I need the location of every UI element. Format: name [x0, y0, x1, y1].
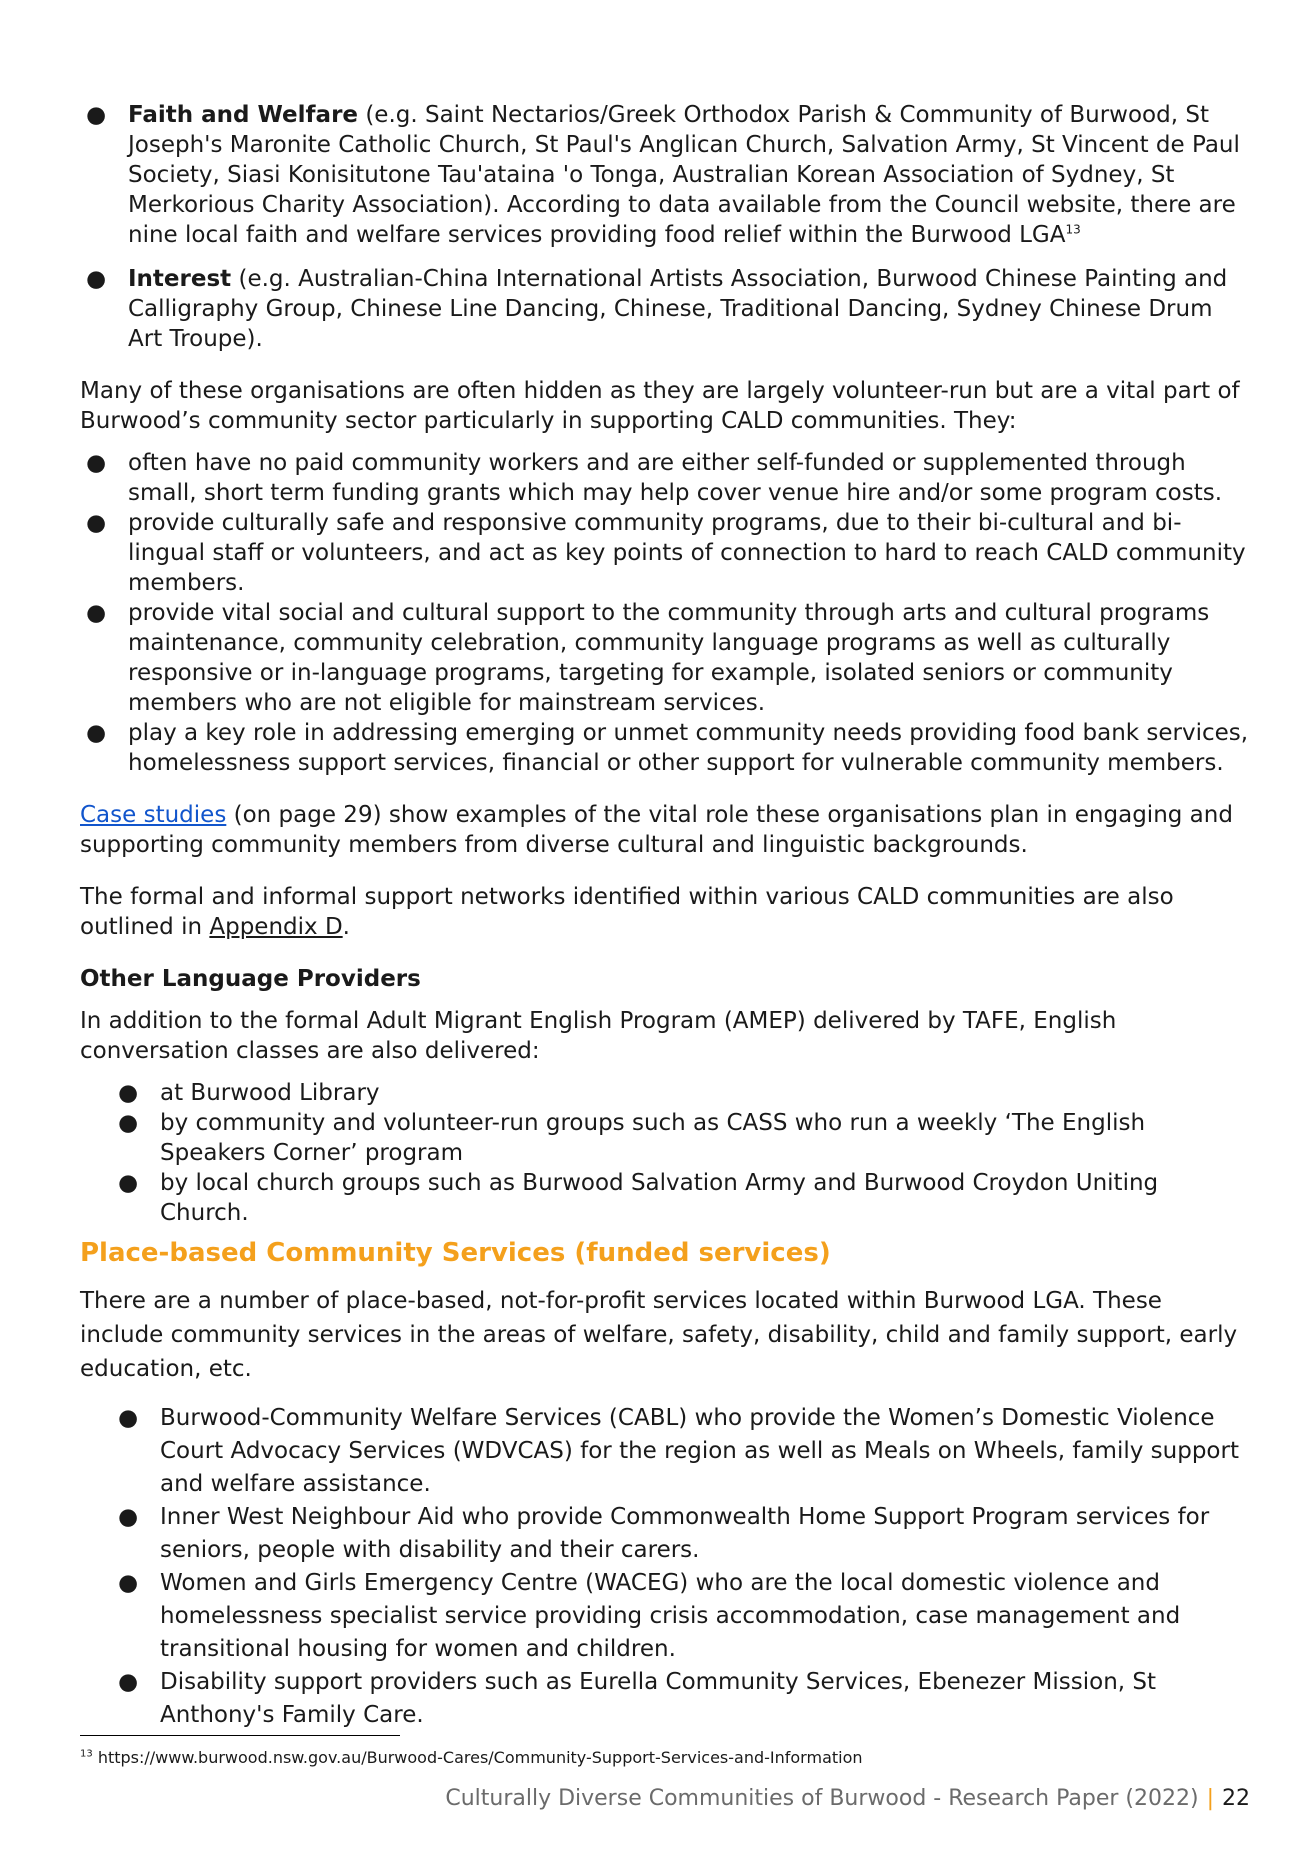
- list-item: [80, 1501, 1250, 1567]
- list-item-text: (e.g. Australian-China International Artists Association, Burwood Chinese Painting and Calligraphy Group, Chinese Line Dancing, Chinese, Traditional Dancing, Sydney Chinese Drum Art Troupe).: [128, 266, 1228, 352]
- footnote: [80, 1748, 863, 1767]
- list-item-text: provide culturally safe and responsive community programs, due to their bi-cultural and bi-lingual staff or volunteers, and act as key points of connection to hard to reach CALD community members.: [128, 510, 1246, 596]
- list-item-text: by local church groups such as Burwood Salvation Army and Burwood Croydon Uniting Church.: [160, 1170, 1159, 1226]
- bullet-icon: ●: [118, 1110, 139, 1136]
- list-item-text: (e.g. Saint Nectarios/Greek Orthodox Parish & Community of Burwood, St Joseph's Maronite Catholic Church, St Paul's Anglican Church, Salvation Army, St Vincent de Paul Society, Siasi Konisitutone Tau'ataina 'o Tonga, Australian Korean Association of Sydney, St Merkorious Charity Association). According to data available from the Council website, there are nine local faith and welfare services providing food relief within the Burwood LGA: [128, 102, 1240, 248]
- section-heading: Other Language Providers: [80, 966, 421, 992]
- they-list: [80, 448, 1250, 778]
- list-item-text: Disability support providers such as Eurella Community Services, Ebenezer Mission, St Anthony's Family Care.: [160, 1669, 1157, 1728]
- list-item: [80, 718, 1250, 778]
- list-item-text: Women and Girls Emergency Centre (WACEG) who are the local domestic violence and homelessness specialist service providing crisis accommodation, case management and transitional housing for women and children.: [160, 1570, 1181, 1662]
- list-item-text: often have no paid community workers and are either self-funded or supplemented through small, short term funding grants which may help cover venue hire and/or some program costs.: [128, 450, 1223, 506]
- list-item-text: play a key role in addressing emerging or unmet community needs providing food bank services, homelessness support services, financial or other support for vulnerable community members.: [128, 720, 1249, 776]
- place-list: [80, 1402, 1250, 1732]
- footer-separator: |: [1206, 1786, 1214, 1811]
- list-item: [80, 1402, 1250, 1501]
- appendix-d-link[interactable]: Appendix D: [209, 914, 343, 940]
- list-item: [80, 100, 1250, 250]
- bullet-icon: ●: [86, 450, 107, 476]
- list-item: [80, 1666, 1250, 1732]
- bullet-icon: ●: [86, 102, 107, 128]
- bullet-icon: ●: [86, 266, 107, 292]
- intro-list: [80, 100, 1250, 354]
- bullet-icon: ●: [118, 1080, 139, 1106]
- list-item-text: provide vital social and cultural support to the community through arts and cultural programs maintenance, community celebration, community language programs as well as culturally responsive or in-language programs, targeting for example, isolated seniors or community members who are not eligible for mainstream services.: [128, 600, 1210, 716]
- list-item: [80, 508, 1250, 598]
- list-item: [80, 448, 1250, 508]
- page-number: 22: [1222, 1786, 1250, 1811]
- list-item-text: Burwood-Community Welfare Services (CABL) who provide the Women’s Domestic Violence Court Advocacy Services (WDVCAS) for the region as well as Meals on Wheels, family support and welfare assistance.: [160, 1405, 1239, 1497]
- document-page: [80, 100, 1250, 1732]
- paragraph-text: (on page 29) show examples of the vital role these organisations plan in engaging and supporting community members from diverse cultural and linguistic backgrounds.: [80, 802, 1233, 858]
- language-list: [80, 1078, 1250, 1228]
- paragraph: There are a number of place-based, not-for-profit services located within Burwood LGA. These include community services in the areas of welfare, safety, disability, child and family support, early education, etc.: [80, 1288, 1238, 1382]
- list-item-heading: Faith and Welfare: [128, 102, 359, 128]
- list-item: [80, 1168, 1250, 1228]
- footnote-url[interactable]: https://www.burwood.nsw.gov.au/Burwood-Cares/Community-Support-Services-and-Information: [92, 1748, 863, 1767]
- footer-title: Culturally Diverse Communities of Burwood - Research Paper (2022): [445, 1786, 1199, 1811]
- list-item: [80, 1567, 1250, 1666]
- list-item: [80, 1108, 1250, 1168]
- case-studies-link[interactable]: Case studies: [80, 802, 227, 828]
- list-item: [80, 264, 1250, 354]
- list-item-text: at Burwood Library: [160, 1080, 380, 1106]
- list-item-text: by community and volunteer-run groups such as CASS who run a weekly ‘The English Speakers Corner’ program: [160, 1110, 1146, 1166]
- bullet-icon: ●: [118, 1405, 139, 1431]
- bullet-icon: ●: [118, 1504, 139, 1530]
- footnote-ref[interactable]: 13: [1065, 222, 1081, 237]
- paragraph: In addition to the formal Adult Migrant English Program (AMEP) delivered by TAFE, English conversation classes are also delivered:: [80, 1008, 1117, 1064]
- list-item: [80, 598, 1250, 718]
- section-heading: Place-based Community Services (funded services): [80, 1238, 831, 1268]
- bullet-icon: ●: [86, 600, 107, 626]
- paragraph-text: .: [342, 914, 350, 940]
- paragraph: [80, 882, 1250, 942]
- paragraph-text: The formal and informal support networks identified within various CALD communities are also outlined in: [80, 884, 1174, 940]
- list-item: [80, 1078, 1250, 1108]
- footnote-divider: [80, 1735, 400, 1736]
- bullet-icon: ●: [118, 1170, 139, 1196]
- bullet-icon: ●: [118, 1570, 139, 1596]
- footnote-number: 13: [80, 1748, 93, 1760]
- list-item-heading: Interest: [128, 266, 232, 292]
- bullet-icon: ●: [118, 1669, 139, 1695]
- page-footer: [445, 1786, 1250, 1811]
- bullet-icon: ●: [86, 720, 107, 746]
- paragraph: Many of these organisations are often hidden as they are largely volunteer-run but are a vital part of Burwood’s community sector particularly in supporting CALD communities. They:: [80, 378, 1240, 434]
- paragraph: [80, 800, 1250, 860]
- bullet-icon: ●: [86, 510, 107, 536]
- list-item-text: Inner West Neighbour Aid who provide Commonwealth Home Support Program services for seniors, people with disability and their carers.: [160, 1504, 1210, 1563]
